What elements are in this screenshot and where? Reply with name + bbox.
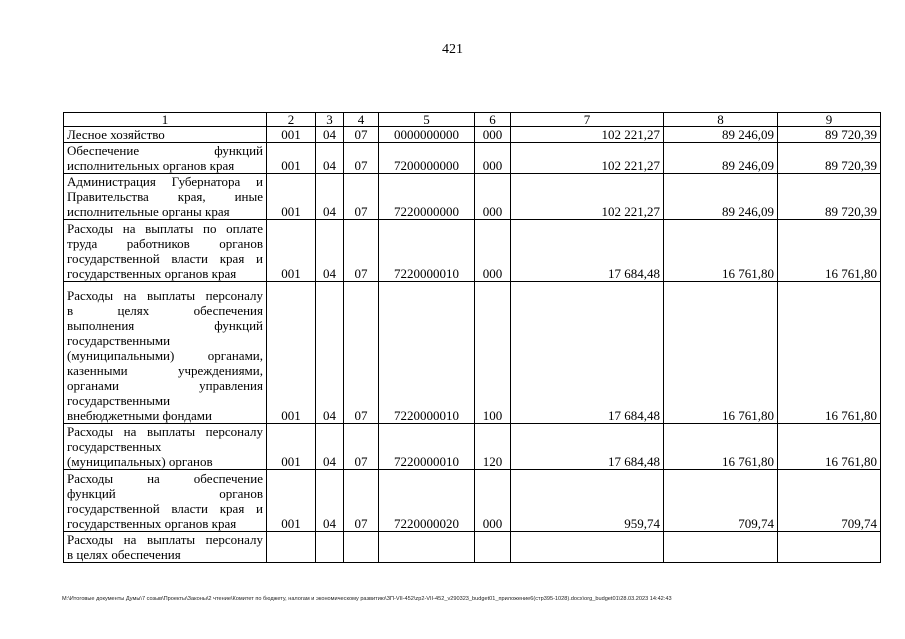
target-article-cell: 7220000020 [379,470,475,532]
subsection-code-cell [344,532,379,563]
ministry-code-cell [267,532,316,563]
subsection-code-cell: 07 [344,470,379,532]
expense-type-cell: 000 [475,127,511,143]
row-name-line: государственными [67,393,171,408]
expense-type-cell: 120 [475,424,511,470]
subsection-code-cell: 07 [344,143,379,174]
subsection-code-cell: 07 [344,174,379,220]
expense-type-cell: 000 [475,143,511,174]
column-header: 7 [511,113,664,127]
amount-cell: 17 684,48 [511,220,664,282]
target-article-cell: 7220000000 [379,174,475,220]
row-name-line: Лесное хозяйство [67,127,165,142]
row-name-line: Расходы на выплаты персоналу [67,288,263,303]
ministry-code-cell: 001 [267,174,316,220]
amount-cell: 89 246,09 [664,143,778,174]
amount-cell: 89 720,39 [778,127,881,143]
row-name-line: государственных органов края [67,266,237,281]
target-article-cell [379,532,475,563]
row-name-cell [64,470,267,532]
table-row [64,532,881,563]
table-row [64,282,881,424]
amount-cell: 16 761,80 [664,282,778,424]
section-code-cell: 04 [316,424,344,470]
amount-cell: 89 720,39 [778,174,881,220]
subsection-code-cell: 07 [344,282,379,424]
amount-cell: 959,74 [511,470,664,532]
row-name-line: казенными учреждениями, [67,363,263,378]
section-code-cell: 04 [316,470,344,532]
amount-cell: 102 221,27 [511,127,664,143]
row-name-cell [64,282,267,424]
table-row [64,127,881,143]
row-name-line: государственной власти края и [67,501,263,516]
amount-cell: 16 761,80 [778,220,881,282]
amount-cell [778,532,881,563]
amount-cell: 16 761,80 [664,220,778,282]
row-name-line: государственных [67,439,162,454]
column-header: 4 [344,113,379,127]
row-name-line: выполнения функций [67,318,263,333]
row-name-line: Администрация Губернатора и [67,174,263,189]
amount-cell: 102 221,27 [511,174,664,220]
amount-cell: 16 761,80 [664,424,778,470]
row-name-line: Обеспечение функций [67,143,263,158]
target-article-cell: 7220000010 [379,220,475,282]
expense-type-cell: 000 [475,174,511,220]
amount-cell: 17 684,48 [511,282,664,424]
row-name-line: Расходы на выплаты персоналу [67,532,263,547]
row-name-line: (муниципальных) органов [67,454,213,469]
row-name-line: (муниципальными) органами, [67,348,263,363]
ministry-code-cell: 001 [267,220,316,282]
section-code-cell: 04 [316,282,344,424]
table-row [64,143,881,174]
row-name-line: государственных органов края [67,516,237,531]
target-article-cell: 7200000000 [379,143,475,174]
table-row [64,174,881,220]
amount-cell: 89 246,09 [664,127,778,143]
budget-table [63,112,881,563]
row-name-line: Расходы на выплаты персоналу [67,424,263,439]
table-header-row [64,113,881,127]
expense-type-cell: 000 [475,470,511,532]
row-name-line: Расходы на выплаты по оплате [67,221,263,236]
row-name-line: труда работников органов [67,236,263,251]
target-article-cell: 7220000010 [379,424,475,470]
column-header: 2 [267,113,316,127]
ministry-code-cell: 001 [267,470,316,532]
subsection-code-cell: 07 [344,424,379,470]
section-code-cell: 04 [316,143,344,174]
amount-cell: 89 246,09 [664,174,778,220]
section-code-cell [316,532,344,563]
column-header: 8 [664,113,778,127]
row-name-cell [64,220,267,282]
amount-cell: 16 761,80 [778,282,881,424]
amount-cell: 17 684,48 [511,424,664,470]
section-code-cell: 04 [316,127,344,143]
page-number: 421 [442,42,463,57]
amount-cell: 89 720,39 [778,143,881,174]
expense-type-cell [475,532,511,563]
amount-cell: 709,74 [778,470,881,532]
row-name-cell [64,143,267,174]
section-code-cell: 04 [316,174,344,220]
row-name-line: Правительства края, иные [67,189,263,204]
column-header: 6 [475,113,511,127]
row-name-line: исполнительные органы края [67,204,230,219]
target-article-cell: 0000000000 [379,127,475,143]
ministry-code-cell: 001 [267,424,316,470]
subsection-code-cell: 07 [344,220,379,282]
subsection-code-cell: 07 [344,127,379,143]
ministry-code-cell: 001 [267,143,316,174]
expense-type-cell: 000 [475,220,511,282]
table-row [64,424,881,470]
table-row [64,220,881,282]
row-name-line: органами управления [67,378,263,393]
ministry-code-cell: 001 [267,282,316,424]
row-name-cell [64,127,267,143]
row-name-cell [64,424,267,470]
section-code-cell: 04 [316,220,344,282]
row-name-cell [64,174,267,220]
amount-cell [511,532,664,563]
column-header: 3 [316,113,344,127]
table-row [64,470,881,532]
amount-cell [664,532,778,563]
row-name-line: в целях обеспечения [67,303,263,318]
amount-cell: 102 221,27 [511,143,664,174]
row-name-line: внебюджетными фондами [67,408,212,423]
column-header: 1 [64,113,267,127]
row-name-line: государственной власти края и [67,251,263,266]
row-name-line: Расходы на обеспечение [67,471,263,486]
amount-cell: 16 761,80 [778,424,881,470]
file-path-footer: M:\Итоговые документы Думы\7 созыв\Проекты\Законы\2 чтение\Комитет по бюджету, налогам и экономическому развитию\ЗП-VII-452\zp2-VII-452_v290323_budget01_приложение6(стр395-1028).docx\org_budget01\28.03.2023 14:42:43 [62,596,672,602]
column-header: 9 [778,113,881,127]
expense-type-cell: 100 [475,282,511,424]
row-name-line: в целях обеспечения [67,547,181,562]
amount-cell: 709,74 [664,470,778,532]
row-name-line: функций органов [67,486,263,501]
column-header: 5 [379,113,475,127]
row-name-line: исполнительных органов края [67,158,235,173]
ministry-code-cell: 001 [267,127,316,143]
target-article-cell: 7220000010 [379,282,475,424]
row-name-cell [64,532,267,563]
row-name-line: государственными [67,333,171,348]
